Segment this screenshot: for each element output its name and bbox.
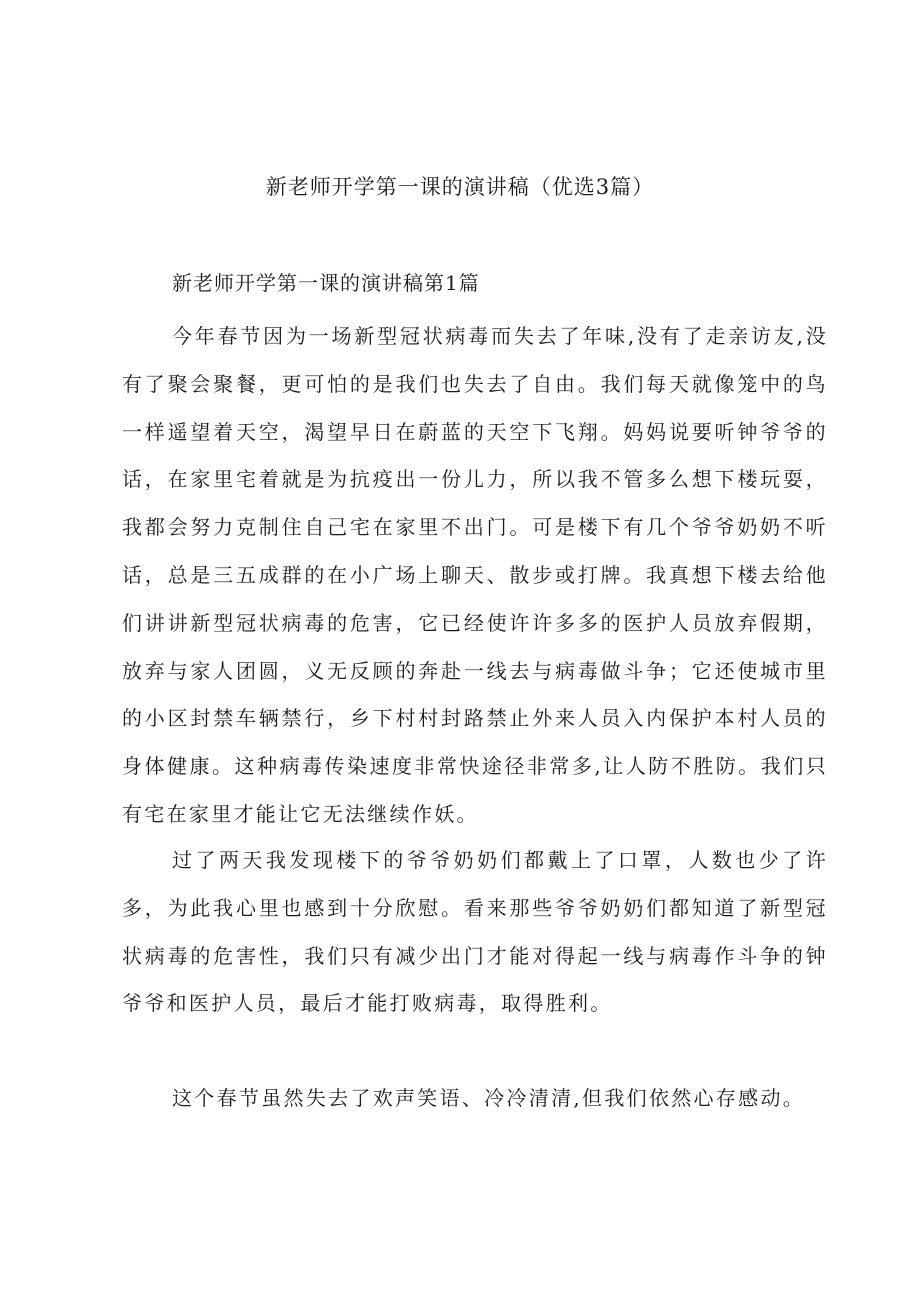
body-paragraph-2: 过了两天我发现楼下的爷爷奶奶们都戴上了口罩，人数也少了许多，为此我心里也感到十分欣慰。看来那些爷爷奶奶们都知道了新型冠状病毒的危害性，我们只有减少出门才能对得起一线与病毒作斗争的钟爷爷和医护人员，最后才能打败病毒，取得胜利。: [122, 848, 828, 1016]
body-paragraph-3: 这个春节虽然失去了欢声笑语、冷冷清清,但我们依然心存感动。: [172, 1086, 806, 1110]
section-heading: 新老师开学第一课的演讲稿第1篇: [172, 271, 480, 295]
document-title: 新老师开学第一课的演讲稿（优选3篇）: [265, 175, 655, 199]
body-paragraph-1: 今年春节因为一场新型冠状病毒而失去了年味,没有了走亲访友,没有了聚会聚餐，更可怕的是我们也失去了自由。我们每天就像笼中的鸟一样遥望着天空，渴望早日在蔚蓝的天空下飞翔。妈妈说要听钟爷爷的话，在家里宅着就是为抗疫出一份儿力，所以我不管多么想下楼玩耍，我都会努力克制住自己宅在家里不出门。可是楼下有几个爷爷奶奶不听话，总是三五成群的在小广场上聊天、散步或打牌。我真想下楼去给他们讲讲新型冠状病毒的危害，它已经使许许多多的医护人员放弃假期，放弃与家人团圆，义无反顾的奔赴一线去与病毒做斗争；它还使城市里的小区封禁车辆禁行，乡下村村封路禁止外来人员入内保护本村人员的身体健康。这种病毒传染速度非常快途径非常多,让人防不胜防。我们只有宅在家里才能让它无法继续作妖。: [122, 324, 828, 826]
